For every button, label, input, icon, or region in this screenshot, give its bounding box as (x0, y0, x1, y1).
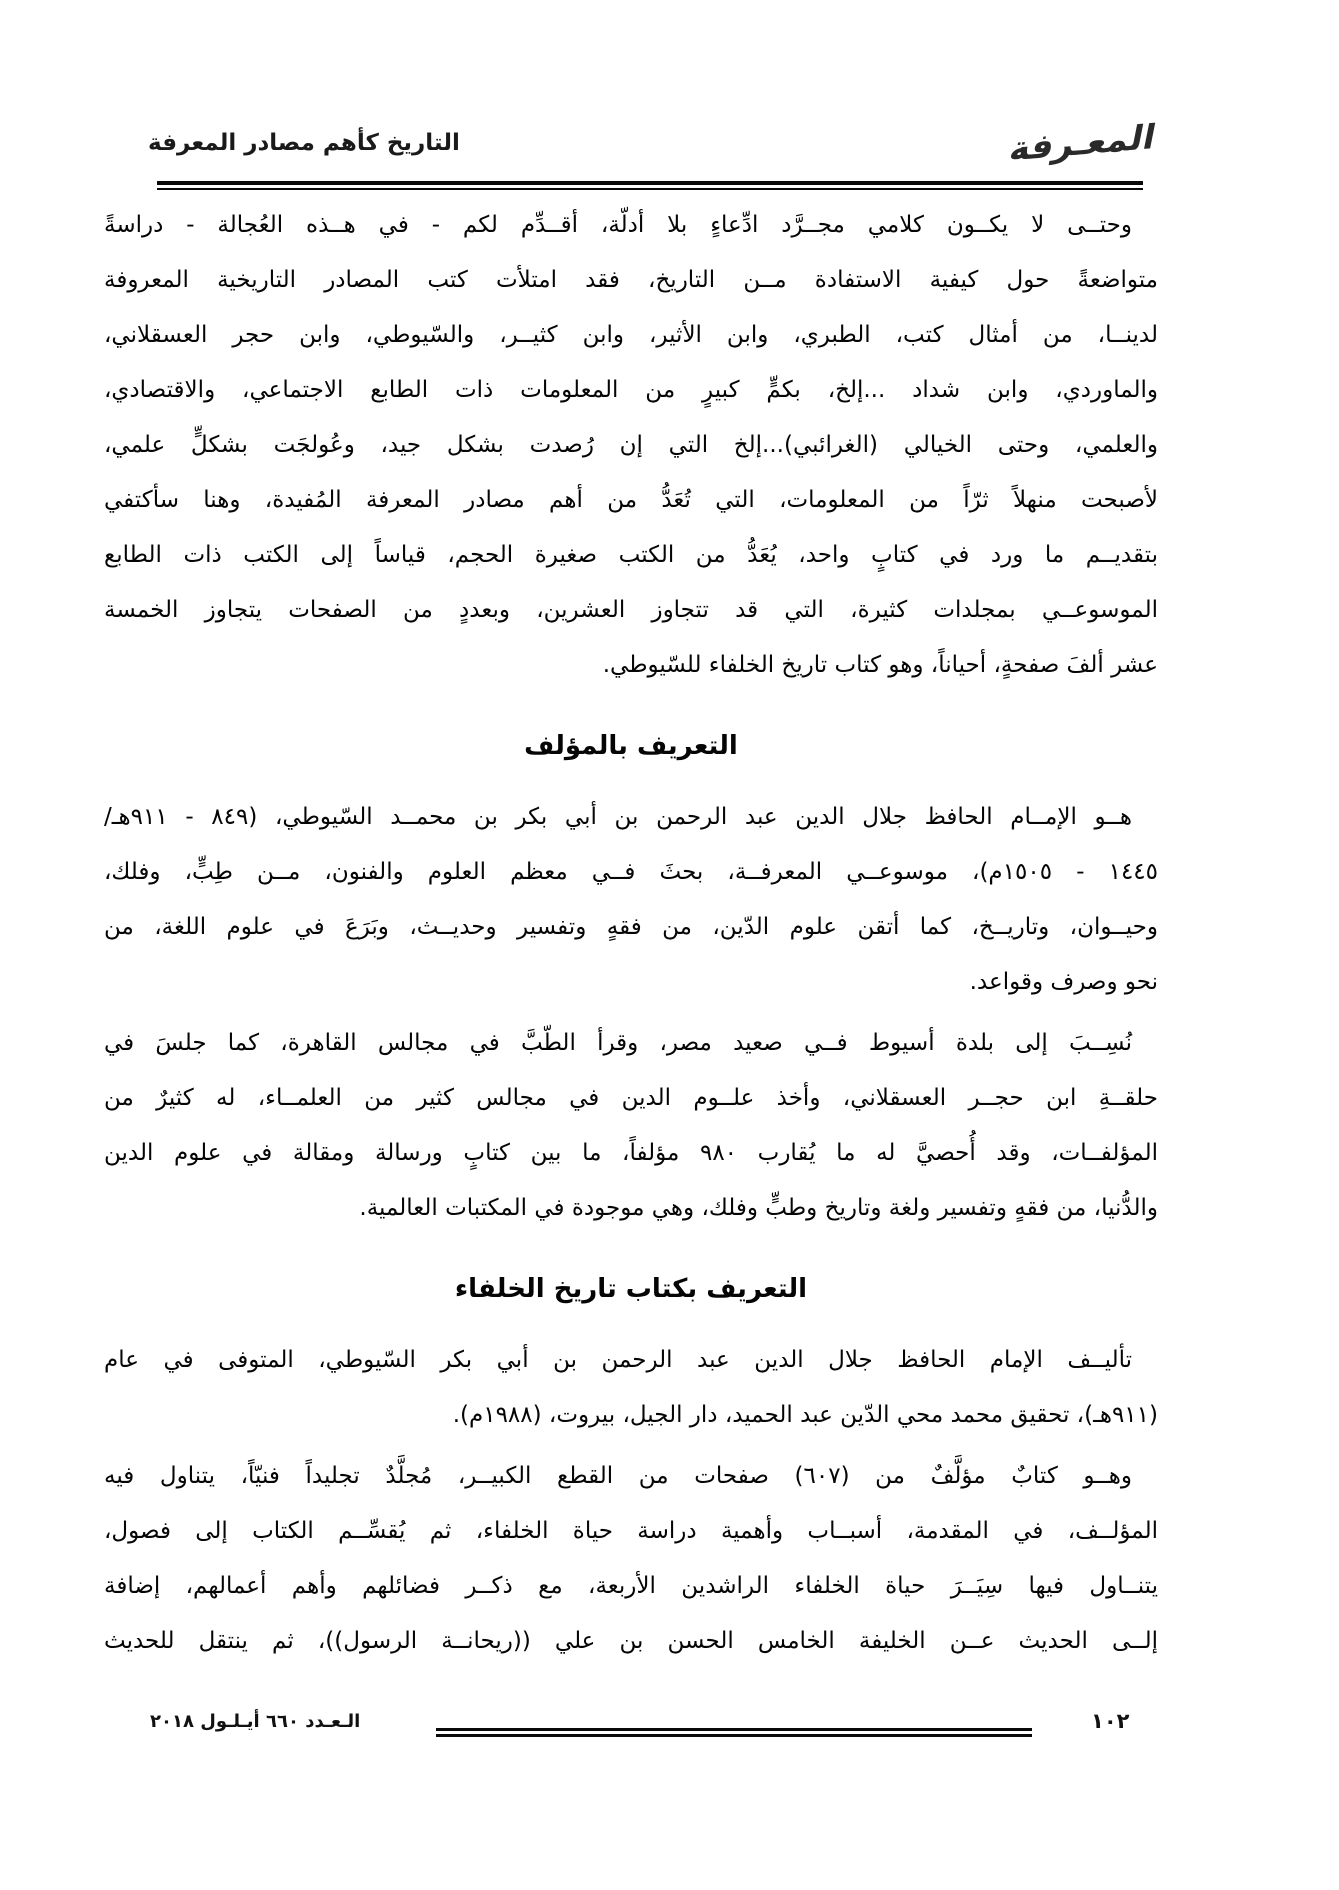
text-line: ١٤٤٥ - ١٥٠٥م)، موسوعــي المعرفــة، بحثَ فــي معظم العلوم والفنون، مــن طِبٍّ، وفلك، (104, 859, 1159, 885)
text-line: والدُّنيا، من فقهٍ وتفسير ولغة وتاريخ وطبٍّ وفلك، وهي موجودة في المكتبات العالمية. (359, 1195, 1158, 1221)
book-description-paragraph (104, 1449, 1158, 1669)
author-bio-paragraph (104, 790, 1158, 1010)
article-body (104, 198, 1158, 1675)
text-line: حلقــةِ ابن حجــر العسقلاني، وأخذ علــوم الدين في مجالس كثير من العلمــاء، له كثيرٌ من (104, 1085, 1158, 1111)
text-line: تأليــف الإمام الحافظ جلال الدين عبد الرحمن بن أبي بكر السّيوطي، المتوفى في عام (104, 1347, 1132, 1373)
text-line: (٩١١هـ)، تحقيق محمد محي الدّين عبد الحميد، دار الجيل، بيروت، (١٩٨٨م). (452, 1402, 1158, 1428)
text-line: إلــى الحديث عــن الخليفة الخامس الحسن بن علي ((ريحانــة الرسول))، ثم ينتقل للحديث (104, 1628, 1158, 1654)
text-line: يتنــاول فيها سِيَــرَ حياة الخلفاء الراشدين الأربعة، مع ذكــر فضائلهم وأهم أعمالهم، إضافة (104, 1573, 1158, 1599)
magazine-logo: المعـرفة (1006, 117, 1160, 170)
book-publication-paragraph (104, 1333, 1158, 1443)
text-line: المؤلــف، في المقدمة، أسبــاب وأهمية دراسة حياة الخلفاء، ثم يُقسِّــم الكتاب إلى فصول، (104, 1518, 1158, 1544)
text-line: والعلمي، وحتى الخيالي (الغرائبي)...إلخ التي إن رُصدت بشكل جيد، وعُولجَت بشكلٍّ علمي، (104, 432, 1158, 458)
text-line: المؤلفــات، وقد أُحصيَّ له ما يُقارب ٩٨٠ مؤلفاً، ما بين كتابٍ ورسالة ومقالة في علوم الدين (104, 1140, 1158, 1166)
text-line: لأصبحت منهلاً ثرّاً من المعلومات، التي تُعَدُّ من أهم مصادر المعرفة المُفيدة، وهنا سأكتفي (104, 487, 1158, 513)
text-line: وهــو كتابٌ مؤلَّفٌ من (٦٠٧) صفحات من القطع الكبيــر، مُجلَّدٌ تجليداً فنيّاً، يتناول فيه (104, 1463, 1132, 1489)
page-number: ١٠٢ (1091, 1709, 1130, 1733)
text-line: نُسِــبَ إلى بلدة أسيوط فــي صعيد مصر، وقرأ الطّبَّ في مجالس القاهرة، كما جلسَ في (104, 1030, 1132, 1056)
text-line: وحيــوان، وتاريــخ، كما أتقن علوم الدّين، من فقهٍ وتفسير وحديــث، وبَرَعَ في علوم اللغة، من (104, 914, 1158, 940)
intro-paragraph (104, 198, 1158, 693)
text-line: بتقديــم ما ورد في كتابٍ واحد، يُعَدُّ من الكتب صغيرة الحجم، قياساً إلى الكتب ذات الطابع (104, 542, 1158, 568)
text-line: الموسوعــي بمجلدات كثيرة، التي قد تتجاوز العشرين، وبعددٍ من الصفحات يتجاوز الخمسة (104, 597, 1158, 623)
issue-label: الـعـدد ٦٦٠ أيـلـول ٢٠١٨ (150, 1711, 361, 1732)
header-rule (157, 181, 1143, 190)
running-title: التاريخ كأهم مصادر المعرفة (148, 130, 460, 156)
text-line: والماوردي، وابن شداد ...إلخ، بكمٍّ كبيرٍ من المعلومات ذات الطابع الاجتماعي، والاقتصادي، (104, 377, 1158, 403)
section-heading-book: التعريف بكتاب تاريخ الخلفاء (454, 1274, 808, 1304)
footer-rule (436, 1728, 1032, 1737)
text-line: هــو الإمــام الحافظ جلال الدين عبد الرحمن بن أبي بكر بن محمــد السّيوطي، (٨٤٩ - ٩١١هـ/ (104, 804, 1133, 830)
text-line: عشر ألفَ صفحةٍ، أحياناً، وهو كتاب تاريخ الخلفاء للسّيوطي. (602, 652, 1158, 678)
author-career-paragraph (104, 1016, 1158, 1236)
text-line: متواضعةً حول كيفية الاستفادة مــن التاريخ، فقد امتلأت كتب المصادر التاريخية المعروفة (104, 267, 1158, 293)
text-line: وحتــى لا يكــون كلامي مجــرَّد ادِّعاءٍ بلا أدلّة، أقــدِّم لكم - في هــذه العُجالة - دراسةً (104, 212, 1132, 238)
section-heading-author: التعريف بالمؤلف (524, 731, 738, 761)
text-line: نحو وصرف وقواعد. (969, 969, 1158, 995)
text-line: لدينــا، من أمثال كتب، الطبري، وابن الأثير، وابن كثيــر، والسّيوطي، وابن حجر العسقلاني، (104, 322, 1158, 348)
